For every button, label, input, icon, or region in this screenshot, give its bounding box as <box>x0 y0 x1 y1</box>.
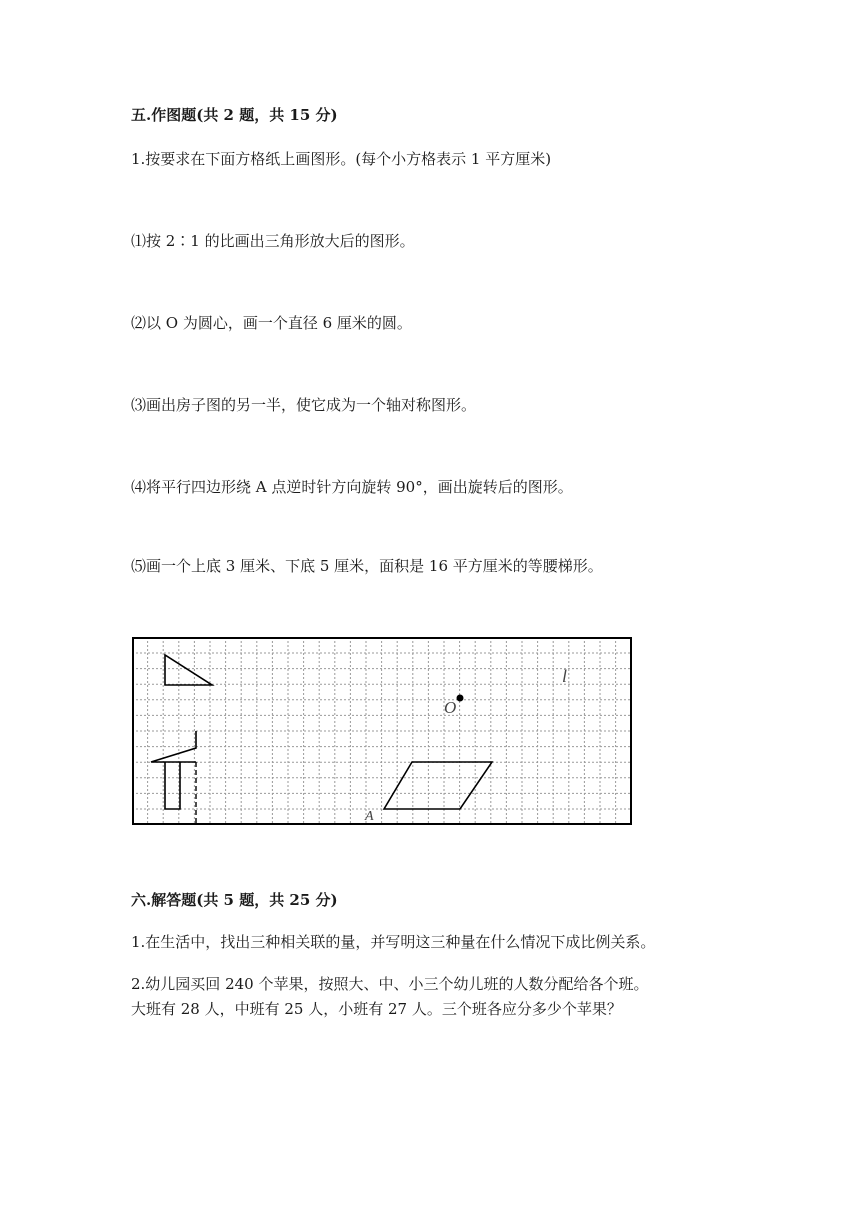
label-a: A <box>365 809 374 824</box>
center-point-o <box>457 695 464 702</box>
sub-item-1: ⑴按 2∶1 的比画出三角形放大后的图形。 <box>131 232 415 250</box>
section6-title: 六.解答题(共 5 题，共 25 分) <box>131 891 338 909</box>
label-l: l <box>562 666 568 686</box>
parallelogram <box>384 762 492 809</box>
sub-item-5: ⑸画一个上底 3 厘米、下底 5 厘米，面积是 16 平方厘米的等腰梯形。 <box>131 557 603 575</box>
sub-item-4: ⑷将平行四边形绕 A 点逆时针方向旋转 90°，画出旋转后的图形。 <box>131 478 573 496</box>
grid-paper-figure <box>132 637 632 825</box>
grid-lines <box>132 637 632 825</box>
small-triangle <box>165 655 212 685</box>
label-o: O <box>444 698 457 717</box>
answer-question-2-line1: 2.幼儿园买回 240 个苹果，按照大、中、小三个幼儿班的人数分配给各个班。 <box>131 975 649 993</box>
answer-question-1: 1.在生活中，找出三种相关联的量，并写明这三种量在什么情况下成比例关系。 <box>131 933 656 951</box>
sub-item-2: ⑵以 O 为圆心，画一个直径 6 厘米的圆。 <box>131 314 412 332</box>
sub-item-3: ⑶画出房子图的另一半，使它成为一个轴对称图形。 <box>131 396 477 414</box>
question-prompt: 1.按要求在下面方格纸上画图形。(每个小方格表示 1 平方厘米) <box>131 150 552 168</box>
half-house <box>151 731 196 809</box>
section5-title: 五.作图题(共 2 题，共 15 分) <box>131 106 338 124</box>
answer-question-2-line2: 大班有 28 人，中班有 25 人，小班有 27 人。三个班各应分多少个苹果？ <box>131 1000 622 1018</box>
